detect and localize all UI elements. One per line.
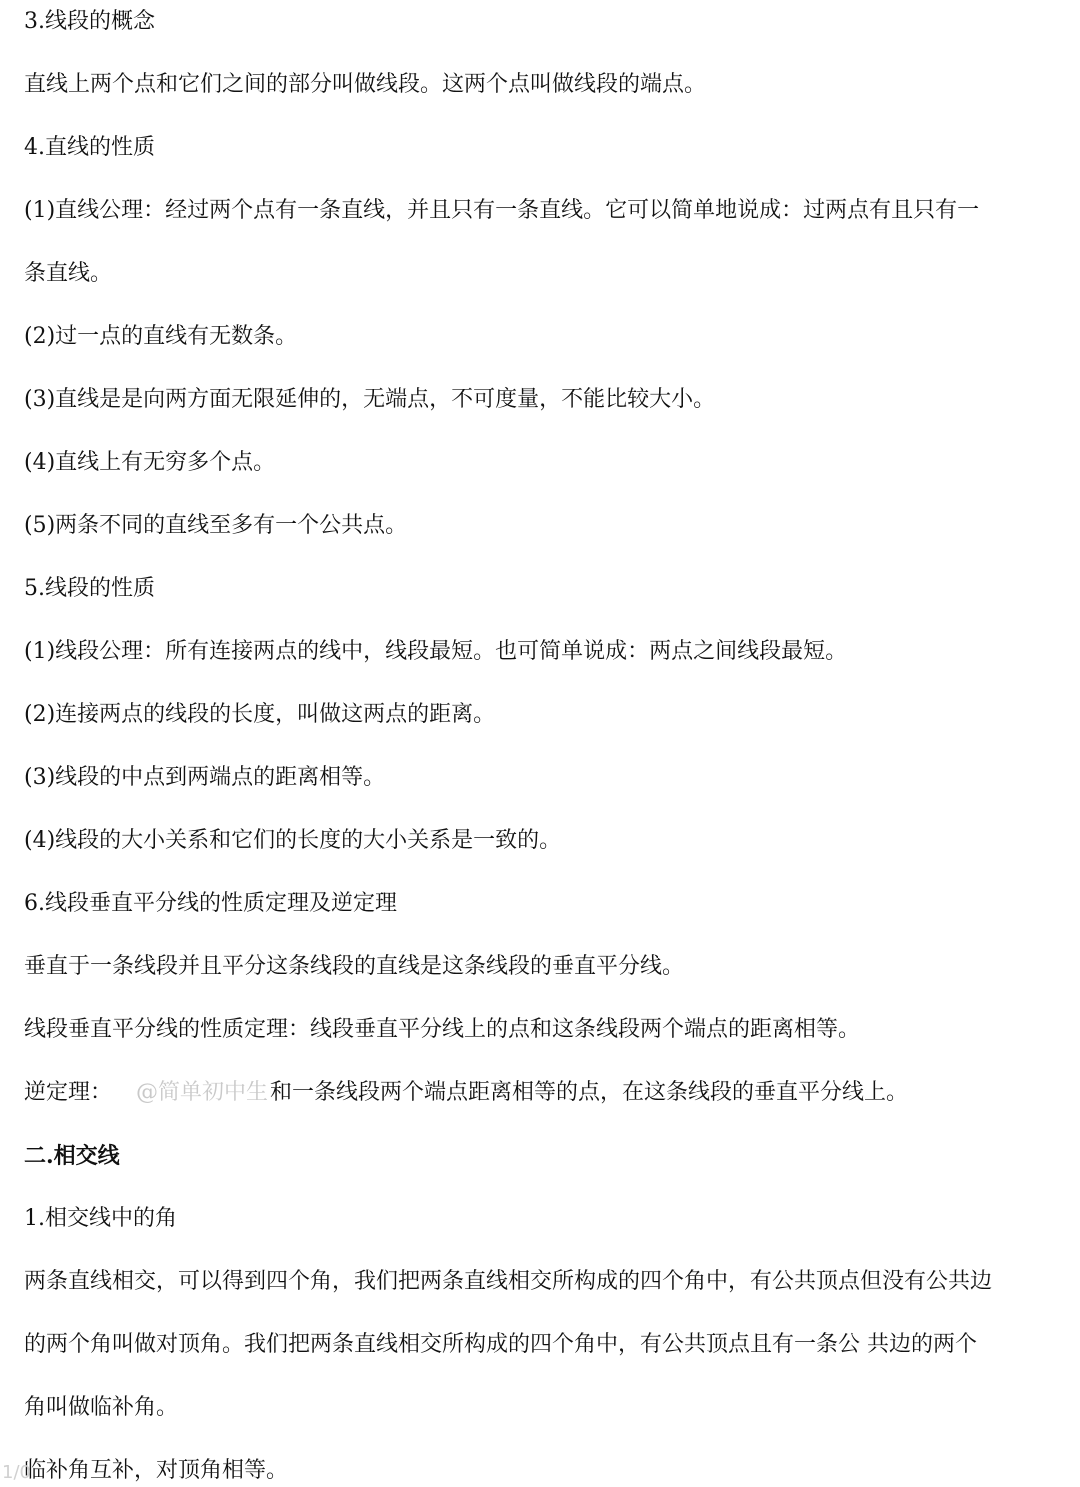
- paragraph-line-property-4: (4)直线上有无穷多个点。: [24, 450, 276, 475]
- paragraph-line-property-5: (5)两条不同的直线至多有一个公共点。: [24, 513, 408, 538]
- paragraph-line-axiom: (1)直线公理：经过两个点有一条直线，并且只有一条直线。它可以简单地说成：过两点有且只有一: [24, 198, 980, 223]
- paragraph-bisector-definition: 垂直于一条线段并且平分这条线段的直线是这条线段的垂直平分线。: [24, 954, 685, 979]
- paragraph-angles-1: 两条直线相交，可以得到四个角，我们把两条直线相交所构成的四个角中，有公共顶点但没有公共边: [24, 1269, 993, 1294]
- paragraph-segment-midpoint: (3)线段的中点到两端点的距离相等。: [24, 765, 386, 790]
- paragraph-segment-axiom: (1)线段公理：所有连接两点的线中，线段最短。也可简单说成：两点之间线段最短。: [24, 639, 848, 664]
- section-title-intersecting-lines: 二.相交线: [24, 1143, 120, 1169]
- paragraph-line-axiom-cont: 条直线。: [24, 261, 113, 286]
- converse-label: 逆定理：: [24, 1080, 113, 1105]
- heading-segment-properties: 5.线段的性质: [24, 576, 155, 601]
- paragraph-angles-2: 的两个角叫做对顶角。我们把两条直线相交所构成的四个角中，有公共顶点且有一条公 共边的两个: [24, 1332, 977, 1357]
- heading-segment-concept: 3.线段的概念: [24, 9, 155, 34]
- paragraph-line-property-2: (2)过一点的直线有无数条。: [24, 324, 298, 349]
- paragraph-bisector-theorem: 线段垂直平分线的性质定理：线段垂直平分线上的点和这条线段两个端点的距离相等。: [24, 1017, 861, 1042]
- corner-watermark: 1/0: [2, 1462, 31, 1483]
- paragraph-segment-size: (4)线段的大小关系和它们的长度的大小关系是一致的。: [24, 828, 562, 853]
- paragraph-angles-3: 角叫做临补角。: [24, 1395, 179, 1420]
- paragraph-segment-distance: (2)连接两点的线段的长度，叫做这两点的距离。: [24, 702, 496, 727]
- paragraph-segment-definition: 直线上两个点和它们之间的部分叫做线段。这两个点叫做线段的端点。: [24, 72, 707, 97]
- heading-line-properties: 4.直线的性质: [24, 135, 155, 160]
- watermark-text: @简单初中生: [136, 1080, 269, 1105]
- paragraph-line-property-3: (3)直线是是向两方面无限延伸的，无端点，不可度量，不能比较大小。: [24, 387, 716, 412]
- heading-perpendicular-bisector: 6.线段垂直平分线的性质定理及逆定理: [24, 891, 397, 916]
- paragraph-converse-theorem: [24, 1078, 1076, 1108]
- heading-angles-intersecting: 1.相交线中的角: [24, 1206, 177, 1231]
- paragraph-angles-conclusion: 临补角互补，对顶角相等。: [24, 1458, 289, 1483]
- converse-text: 和一条线段两个端点距离相等的点，在这条线段的垂直平分线上。: [270, 1080, 909, 1105]
